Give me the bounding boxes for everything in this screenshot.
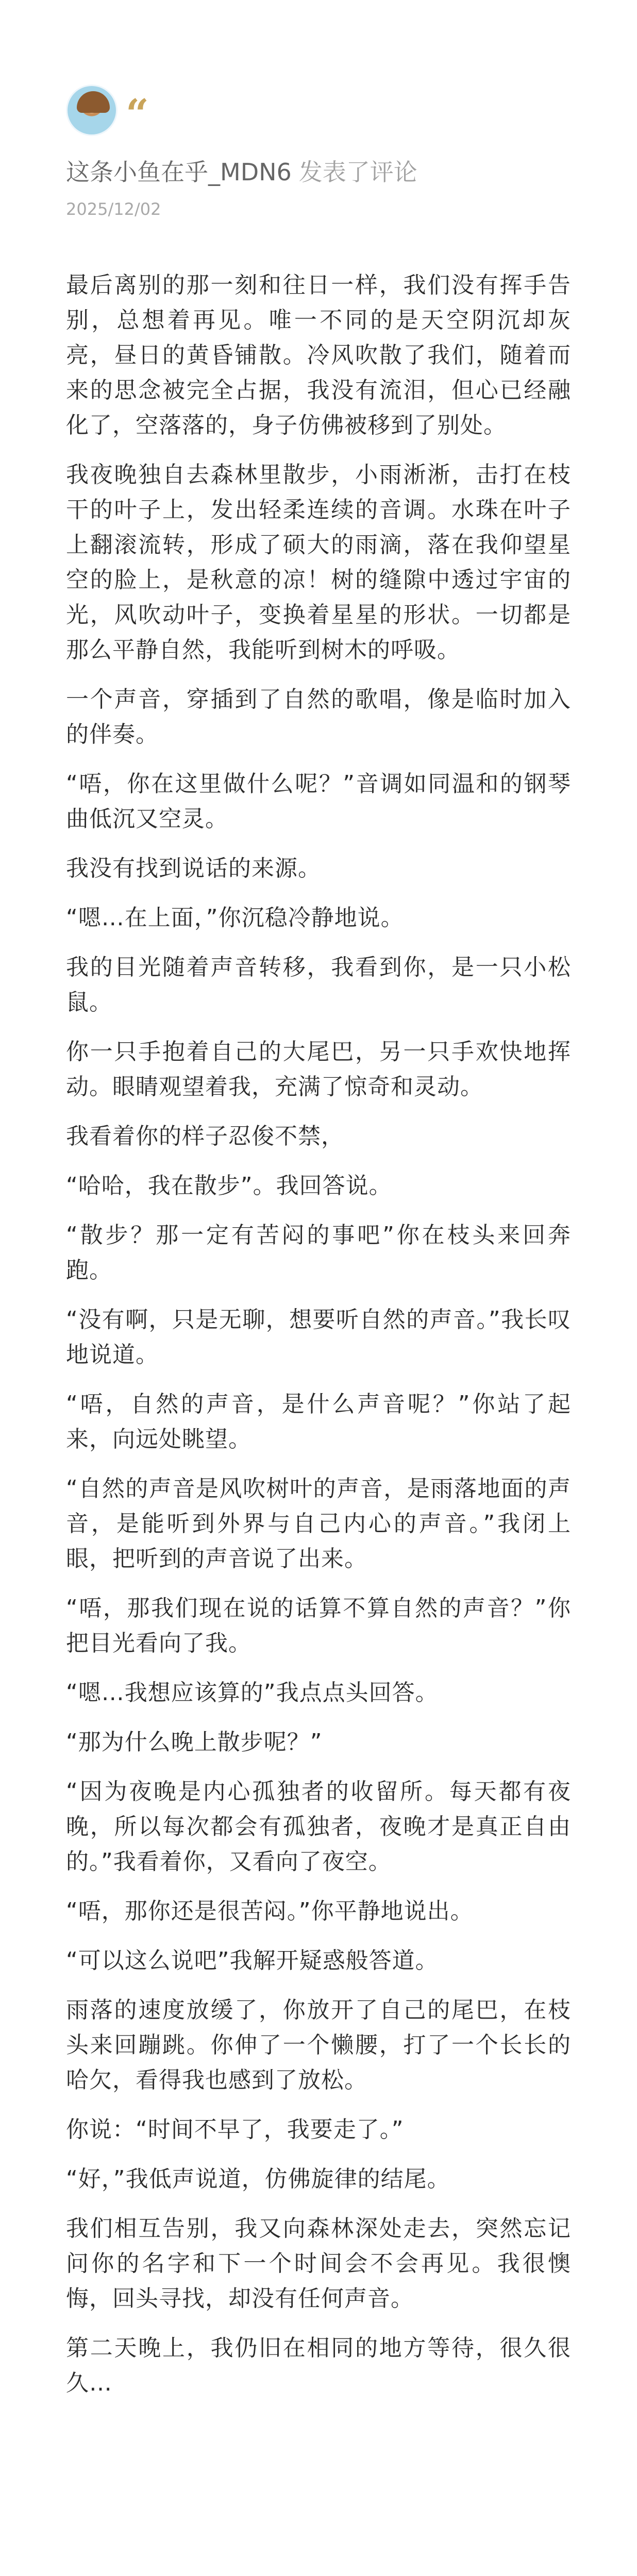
paragraph: 我没有找到说话的来源。 xyxy=(66,855,321,882)
paragraph: “自然的声音是风吹树叶的声音，是雨落地面的声音，是能听到外界与自己内心的声音。”我闭上眼，把听到的声音说了出来。 xyxy=(66,1476,571,1572)
paragraph: 我的目光随着声音转移，我看到你，是一只小松鼠。 xyxy=(66,954,571,1015)
paragraph: “唔，你在这里做什么呢？”音调如同温和的钢琴曲低沉又空灵。 xyxy=(66,771,571,832)
author-action: 发表了评论 xyxy=(298,158,417,186)
paragraph: “哈哈，我在散步”。我回答说。 xyxy=(66,1173,392,1199)
avatar-hair xyxy=(77,91,110,113)
comment-date: 2025/12/02 xyxy=(66,199,161,219)
author-name[interactable]: 这条小鱼在乎_MDN6 xyxy=(66,158,292,186)
paragraph: 你一只手抱着自己的大尾巴，另一只手欢快地挥动。眼睛观望着我，充满了惊奇和灵动。 xyxy=(66,1039,571,1100)
paragraph: “那为什么晚上散步呢？” xyxy=(66,1729,323,1755)
paragraph: “嗯…在上面，”你沉稳冷静地说。 xyxy=(66,905,404,931)
paragraph: “好，”我低声说道，仿佛旋律的结尾。 xyxy=(66,2166,450,2192)
paragraph: 雨落的速度放缓了，你放开了自己的尾巴，在枝头来回蹦跳。你伸了一个懒腰，打了一个长长的哈欠，看得我也感到了放松。 xyxy=(66,1997,571,2093)
paragraph: 我看着你的样子忍俊不禁， xyxy=(66,1123,344,1149)
quote-icon: “ xyxy=(126,91,149,138)
paragraph: “唔，那我们现在说的话算不算自然的声音？”你把目光看向了我。 xyxy=(66,1595,571,1656)
paragraph: “因为夜晚是内心孤独者的收留所。每天都有夜晚，所以每次都会有孤独者，夜晚才是真正自由的。”我看着你，又看向了夜空。 xyxy=(66,1778,571,1875)
comment-body xyxy=(66,268,571,2415)
paragraph: “没有啊，只是无聊，想要听自然的声音。”我长叹地说道。 xyxy=(66,1307,571,1368)
avatar[interactable] xyxy=(66,84,118,136)
paragraph: “可以这么说吧”我解开疑惑般答道。 xyxy=(66,1947,439,1974)
paragraph: 我夜晚独自去森林里散步，小雨淅淅，击打在枝干的叶子上，发出轻柔连续的音调。水珠在叶子上翻滚流转，形成了硕大的雨滴，落在我仰望星空的脸上，是秋意的凉！树的缝隙中透过宇宙的光，风吹动叶子，变换着星星的形状。一切都是那么平静自然，我能听到树木的呼吸。 xyxy=(66,462,571,663)
paragraph: 最后离别的那一刻和往日一样，我们没有挥手告别，总想着再见。唯一不同的是天空阴沉却灰亮，昼日的黄昏铺散。冷风吹散了我们，随着而来的思念被完全占据，我没有流泪，但心已经融化了，空落落的，身子仿佛被移到了别处。 xyxy=(66,272,571,438)
paragraph: “唔，那你还是很苦闷。”你平静地说出。 xyxy=(66,1898,474,1924)
paragraph: 我们相互告别，我又向森林深处走去，突然忘记问你的名字和下一个时间会不会再见。我很懊悔，回头寻找，却没有任何声音。 xyxy=(66,2215,571,2312)
paragraph: 你说：“时间不早了，我要走了。” xyxy=(66,2116,404,2143)
paragraph: “唔，自然的声音，是什么声音呢？”你站了起来，向远处眺望。 xyxy=(66,1391,571,1452)
paragraph: 一个声音，穿插到了自然的歌唱，像是临时加入的伴奏。 xyxy=(66,686,571,748)
paragraph: “嗯…我想应该算的”我点点头回答。 xyxy=(66,1680,439,1706)
paragraph: 第二天晚上，我仍旧在相同的地方等待，很久很久… xyxy=(66,2335,571,2396)
comment-header xyxy=(66,84,571,218)
author-line xyxy=(66,157,417,188)
paragraph: “散步？那一定有苦闷的事吧”你在枝头来回奔跑。 xyxy=(66,1222,571,1283)
